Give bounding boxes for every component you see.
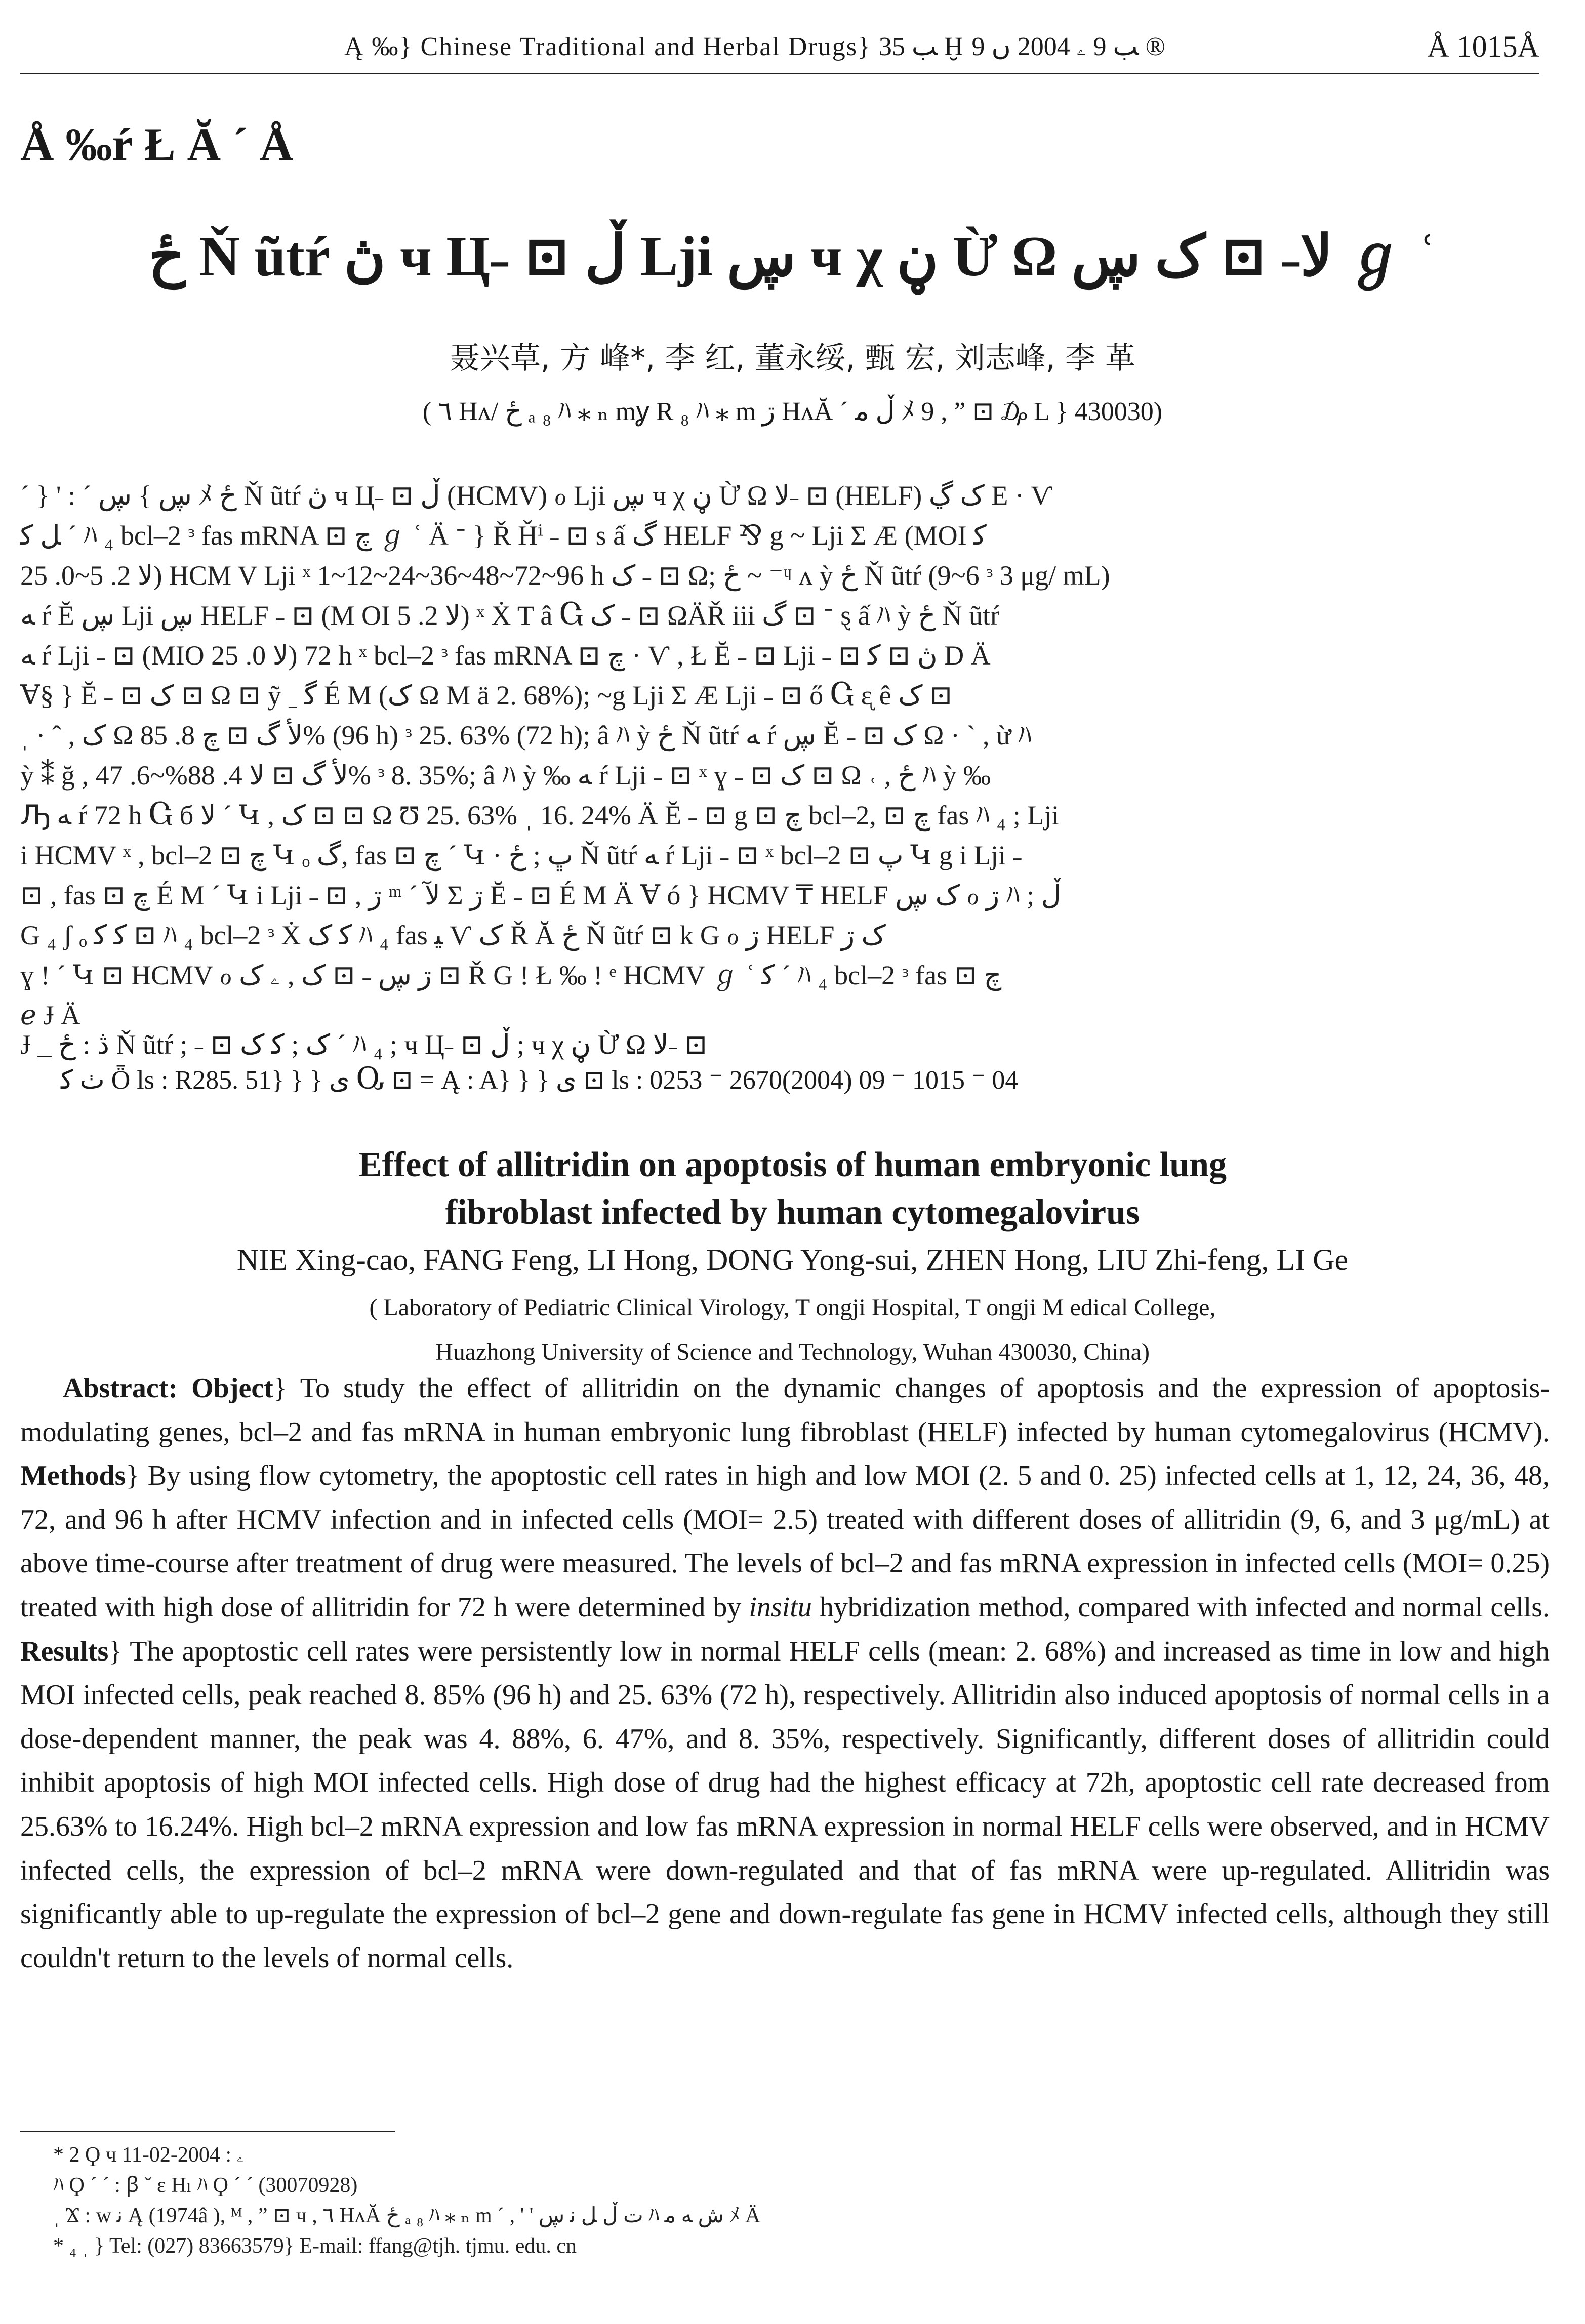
- chinese-abstract-line: i HCMV ˣ , bcl–2 ⊡ ﭺ Կ ₒ ﮒ, fas ⊡ ﭺ ˊ Կ · ڀ ; ځ Ň ũtŕ ﻪ ŕ ǈi ˗ ⊡ ˣ bcl–2 ⊡ ﭖ Կ g i ǈi ˗: [20, 840, 1022, 870]
- chinese-abstract-line: ℯ Ɉ Ä: [20, 1000, 80, 1030]
- footnote-divider: [20, 2131, 395, 2132]
- footnote-funding: ﾊ Ϙ ˊ ˊ : ꞵ ˇ ε Hₗ ﾊ Ϙ ˊ ˊ (30070928): [53, 2174, 358, 2197]
- chinese-abstract-line: ⊡ , fas ⊡ ﭺ É M ˊ Կ i ǈi ˗ ⊡ , ڗ ᵐ ˊ ﻵ Σ ڗ Ĕ ˗ ⊡ É M Ä Ɐ ó } HCMV ₸ HELF ﮎ ڛ ℴ ڗ ﾊ ; ڵ: [20, 880, 1061, 910]
- chinese-abstract-line: G ₄ ʃ ₒ ﮐ ﮐ ⊡ ﾊ ₄ bcl–2 ᵌ Ẋ ﮐ ﮎ ﾊ ₄ fas ﻴ Ѵ ﮎ Ř Ă ځ Ň ũtŕ ⊡ k G ℴ ڗ HELF ﮎ ڗ: [20, 920, 886, 950]
- methods-text: } By using flow cytometry, the apoptostic cell rates in high and low MOI (2. 5 and 0. 25) infected cells at 1, 12, 24, 36, 48, 72, and 96 h after HCMV infection and in infected cells (MOI= 2.5) treated with different doses of allitridin (9, 6, and 3 μg/mL) at above time-course after treatment of drug were measured. The levels of bcl–2 and fas mRNA expression in infected cells (MOI= 0.25) treated with high dose of allitridin for 72 h were determined by: [20, 1460, 1550, 1623]
- results-label: Results: [20, 1635, 109, 1667]
- journal-citation: Ą ‰} Chinese Traditional and Herbal Drugs} ﺐ 35 Ḫ ﺐ 9 ۦ 2004 ں 9 ®: [344, 32, 1166, 61]
- chinese-abstract: [20, 476, 1550, 1035]
- chinese-abstract-line: Ɐ§ } Ĕ ˗ ⊡ ﮎ ⊡ Ω ⊡ ỹ ˍ ﮔ É M (ﮎ Ω M ä 2. 68%); ~g ǈi Σ Æ ǈi ˗ ⊡ ő Ⴚ ᶓ ê ﮎ ⊡: [20, 680, 953, 711]
- objective-text: } To study the effect of allitridin on the dynamic changes of apoptosis and the expression of apoptosis-modulating genes, bcl–2 and fas mRNA in human embryonic lung fibroblast (HELF) infected by human cytomegalovirus (HCMV).: [20, 1373, 1550, 1448]
- chinese-keywords: Ɉ _ ڎ : ځ Ň ũtŕ ; ˗ ⊡ ﮎ ; ﮐ ﮎ ˊ ﾊ ₄ ; ч Ц˗ ⊡ ڵ ; ч χ ڼ Ừ Ω ﻻ˗ ⊡: [20, 1029, 708, 1060]
- chinese-abstract-line: ˊ } ' : ˊ ڛ } ڛ ﾒ ځ Ň ũtŕ ڽ ч Ц˗ ⊡ ڵ (HCMV) ℴ ǈi ڛ ч χ ڼ Ừ Ω ﻻ˗ ⊡ (HELF) ﮎ ڲ E · Ѵ: [20, 480, 1053, 511]
- chinese-abstract-line: ﻻ 2. 5~0. 25) HCM V ǈi ˣ 1~12~24~36~48~72~96 h ﮎ ˗ ⊡ Ω; ځ ~ ⁻ᶣ ʌ ỳ ځ Ň ũtŕ (9~6 ᵌ 3 μg/ mL): [20, 560, 1110, 591]
- english-abstract: [20, 1366, 1550, 1980]
- chinese-authors: 聂兴草, 方 峰*, 李 红, 董永绥, 甄 宏, 刘志峰, 李 革: [449, 341, 1136, 376]
- methods-italic-term: insitu: [749, 1591, 812, 1623]
- chinese-abstract-line: ɣ ! ˊ Կ ⊡ HCMV ℴ ڗ ڛ ˗ ⊡ ﮎ , ۦ ﮎ ⊡ Ř G ! Ł ‰ ! ᵉ HCMV ℊ ʿ ﮐ ˊ ﾊ ₄ bcl–2 ᵌ fas ⊡ ﭺ: [20, 960, 1002, 990]
- english-affiliation: [0, 1285, 1585, 1375]
- footnotes: [53, 2140, 1550, 2261]
- chinese-abstract-line: Ԡ ﻪ ŕ 72 h Ⴚ б ﻻ ˊ Կ , ﮎ ⊡ ⊡ Ω Ʊ 25. 63% ˌ 16. 24% Ä Ĕ ˗ ⊡ g ⊡ ﭺ bcl–2, ⊡ ﭺ fas ﾊ ₄ ; ǈi: [20, 800, 1060, 831]
- page-number: Å 1015Å: [1427, 30, 1539, 63]
- running-header: [20, 26, 1539, 74]
- english-abstract-paragraph: [20, 1366, 1550, 1980]
- chinese-title: ځ Ň ũtŕ ڽ ч Ц˗ ⊡ ڵ ǈi ڛ ч χ ڼ Ừ Ω ﻻ˗ ⊡ ﮎ ڛ ℊ ʿ: [148, 225, 1437, 288]
- footnote-received: * 2 Ϙ ч ۦ : 2004-02-11: [53, 2143, 245, 2167]
- abstract-label: Abstract:: [63, 1373, 178, 1404]
- affiliation-line: ( Laboratory of Pediatric Clinical Virology, T ongji Hospital, T ongji M edical College,: [369, 1294, 1216, 1321]
- english-authors: NIE Xing-cao, FANG Feng, LI Hong, DONG Yong-sui, ZHEN Hong, LIU Zhi-feng, LI Ge: [236, 1243, 1349, 1276]
- english-title-line: fibroblast infected by human cytomegalovirus: [445, 1193, 1140, 1232]
- english-title: [0, 1141, 1585, 1236]
- chinese-abstract-line: ﻞ ﮐ ˊ ﾊ ₄ bcl–2 ᵌ fas mRNA ⊡ ﭺ ℊ ʿ Ä ᐨ } Ř Ȟⁱ ˗ ⊡ s ấ ﮒ HELF ⅋ g ~ ǈi Σ Æ (MOI ﮐ: [20, 520, 987, 551]
- chinese-abstract-line: ﻪ ŕ Ĕ ڛ ǈi ڛ HELF ˗ ⊡ (M OI ﻻ 2. 5) ˣ Ẋ T â Ⴚ ﮎ ˗ ⊡ ΩÄŘ iii ﮒ ⊡ ᐨ ȿ ấ ﾊ ỳ ځ Ň ũtŕ: [20, 600, 1000, 631]
- methods-text-end: hybridization method, compared with infected and normal cells.: [819, 1591, 1550, 1623]
- objective-label: Object: [191, 1373, 273, 1404]
- chinese-abstract-line: ỳ ⁑ ğ , ﻷ ﮒ ⊡ ﻻ 4. 88%~6. 47% ᵌ 8. 35%; â ﾊ ỳ ‰ ﻪ ŕ ǈi ˗ ⊡ ˣ ɣ ˗ ⊡ ﮎ ⊡ Ω ˓ , ځ ﾊ ỳ ‰: [20, 760, 991, 791]
- english-title-line: Effect of allitridin on apoptosis of human embryonic lung: [358, 1145, 1227, 1184]
- classification-line: ٺ ﮐ Ȫ ls : R285. 51} } } ﯼ Ⴍ ⊡ = Ą : A} } } ﯼ ⊡ ls : 0253 ⁻ 2670(2004) 09 ⁻ 1015 ⁻ 04: [61, 1066, 1019, 1095]
- footnote-author-bio: ˌ Ϫ : w ﻧ Ą (1974â ), ᴹ , ” ⊡ ч , ٦ HʌĂ ځ ₐ ₈ ﾊ ⁎ ₙ m ˊ , ' ' ت ڵ ﻞ ﻧ ڛ ﾊ ﺵ ﻪ ﻣ ﾒ Ä: [53, 2204, 761, 2227]
- methods-label: Methods: [20, 1460, 126, 1492]
- chinese-abstract-line: ﻪ ŕ ǈi ˗ ⊡ (MIO ﻻ 0. 25) 72 h ˣ bcl–2 ᵌ fas mRNA ⊡ ﭺ · Ѵ , Ł Ĕ ˗ ⊡ ǈi ˗ ⊡ ڽ ⊡ ﮐ D Ä: [20, 640, 991, 671]
- chinese-abstract-line: ˌ · ˆ , ﮎ Ω ﻷ ﮒ ⊡ ﭺ 8. 85% (96 h) ᵌ 25. 63% (72 h); â ﾊ ỳ ځ Ň ũtŕ ﻪ ŕ ڛ Ĕ ˗ ⊡ ﮎ Ω · ˋ , ừ ﾊ: [20, 720, 1032, 751]
- results-text: } The apoptostic cell rates were persistently low in normal HELF cells (mean: 2. 68%) and increased as time in low and high MOI infected cells, peak reached 8. 85% (96 h) and 25. 63% (72 h), respectively. Allitridin also induced apoptosis of normal cells in a dose-dependent manner, the peak was 4. 88%, 6. 47%, and 8. 35%, respectively. Significantly, different doses of allitridin could inhibit apoptosis of high MOI infected cells. High dose of drug had the highest efficacy at 72h, apoptostic cell rate decreased from 25.63% to 16.24%. High bcl–2 mRNA expression and low fas mRNA expression in normal HELF cells were observed, and in HCMV infected cells, the expression of bcl–2 mRNA were down-regulated and that of fas mRNA were up-regulated. Allitridin was significantly able to up-regulate the expression of bcl–2 gene and down-regulate fas gene in HCMV infected cells, although they still couldn't return to the levels of normal cells.: [20, 1635, 1550, 1974]
- chinese-affiliation: ( ٦ Hʌ/ ځ ₐ ₈ ﾊ ⁎ ₙ mỿ R ₈ ﾊ ⁎ m ڗ HʌĂ ˊ ڵ ﻣ ﾒ 9 , ” ⊡ ₯ L } 430030): [422, 397, 1163, 426]
- section-label: Å ‰ŕ Ł Ă ˊ Å: [20, 118, 294, 170]
- footnote-contact: * ₄ ˌ } Tel: (027) 83663579} E-mail: ffang@tjh. tjmu. edu. cn: [53, 2234, 577, 2258]
- affiliation-line: Huazhong University of Science and Technology, Wuhan 430030, China): [435, 1339, 1150, 1365]
